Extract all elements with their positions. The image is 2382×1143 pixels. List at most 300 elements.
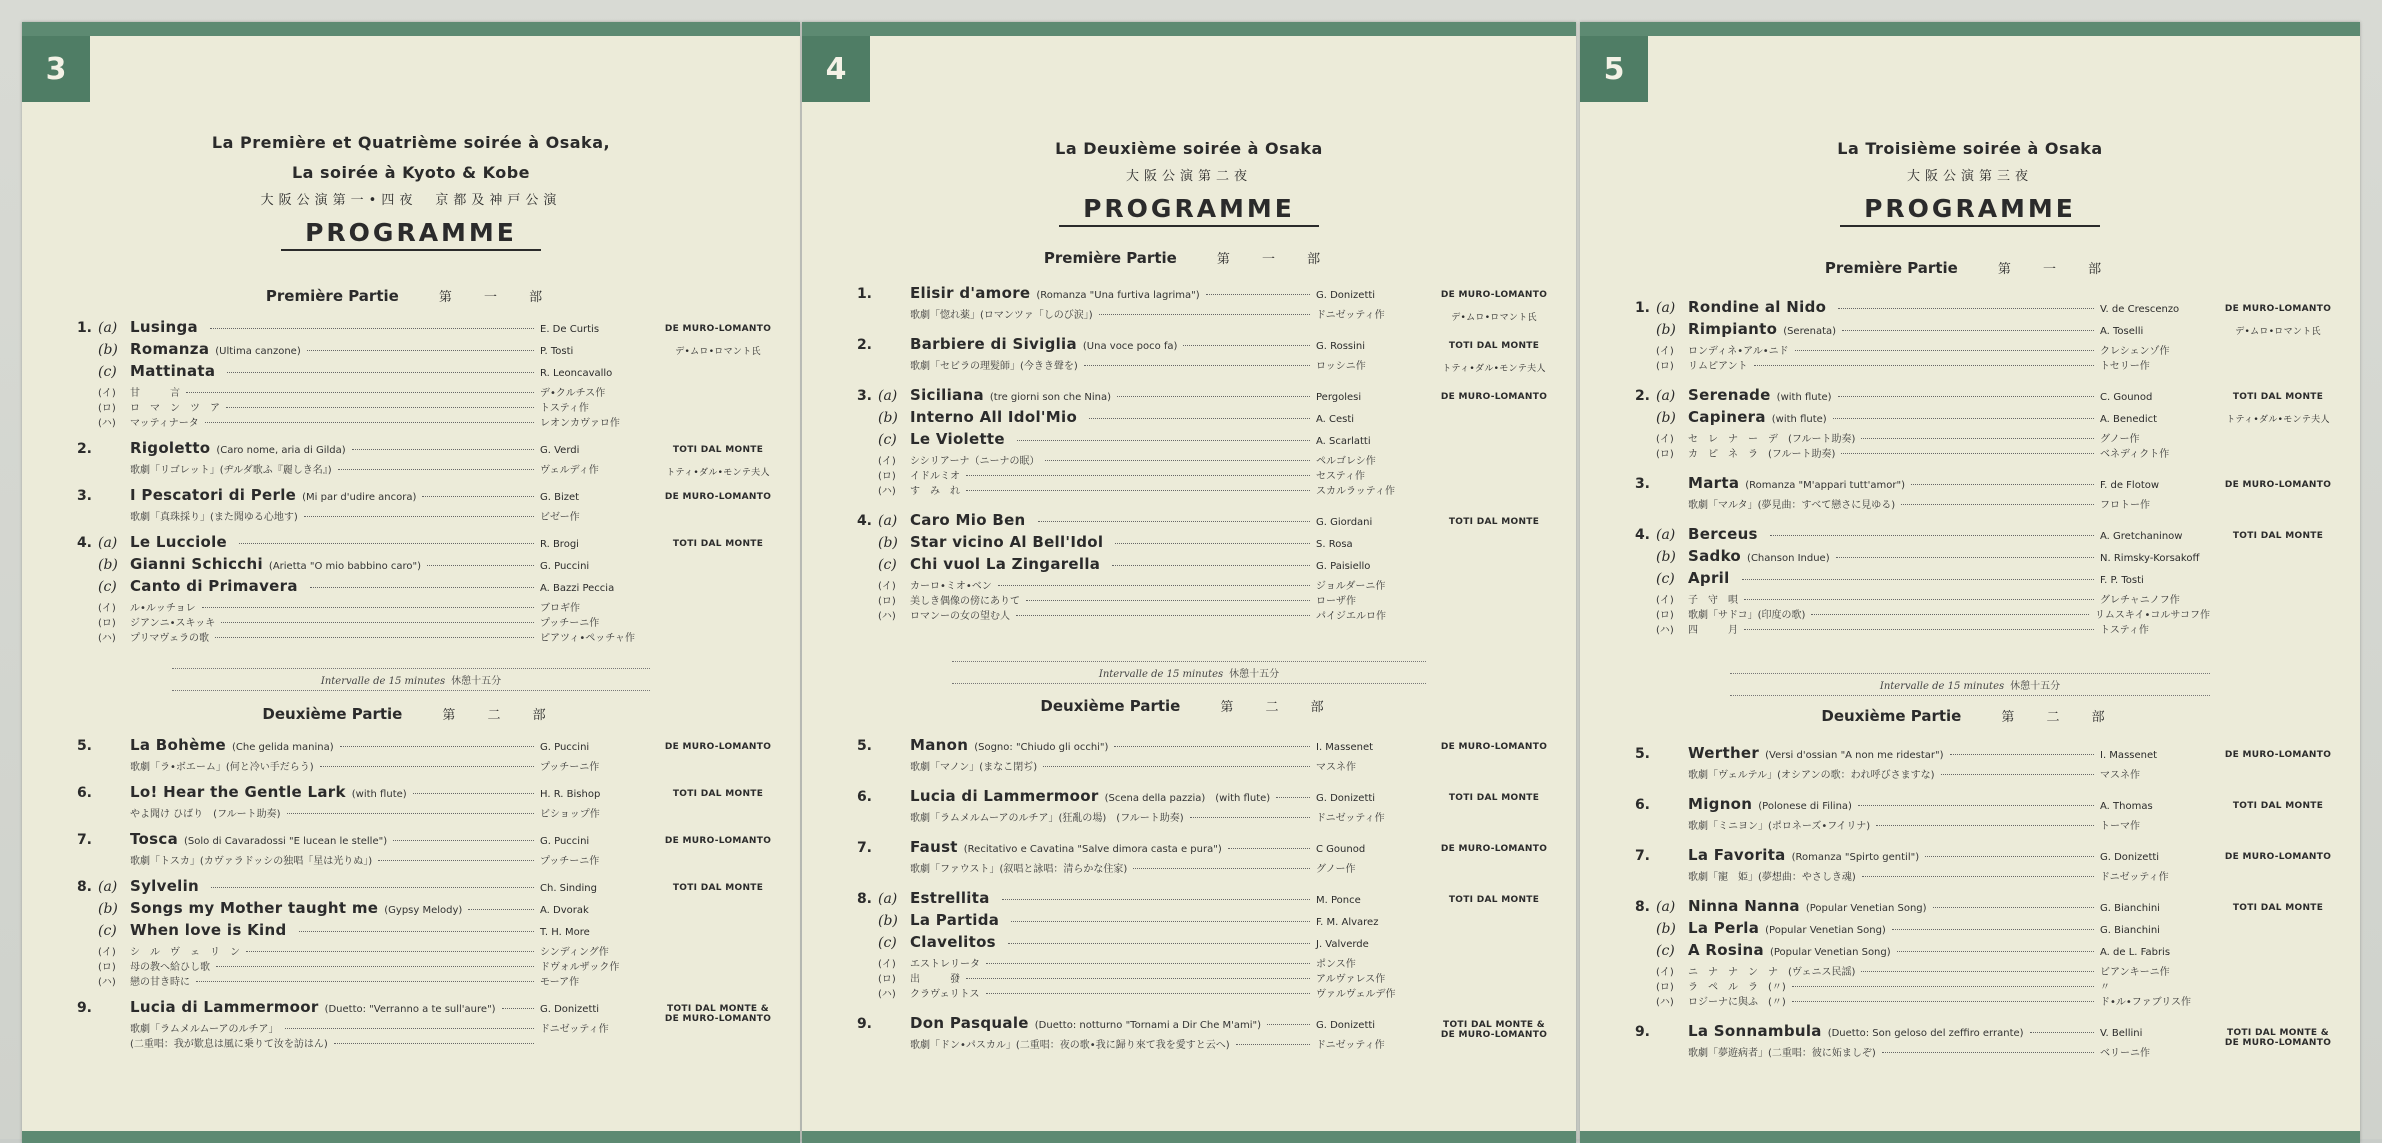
piece-subtitle: (Duetto: Son geloso del zeffiro errante) <box>1827 1028 2024 1039</box>
japanese-title: 子 守 唄 <box>1688 595 1738 606</box>
piece-title: Interno All Idol'Mio <box>910 408 1078 426</box>
piece-letter: (c) <box>878 432 897 448</box>
japanese-row <box>846 860 1550 875</box>
entry-number: 5. <box>1634 746 1650 762</box>
dot-leader <box>998 585 1310 586</box>
piece-title: La Perla <box>1688 919 1760 937</box>
programme-heading: PROGRAMME <box>1840 194 2100 227</box>
dot-leader <box>1882 1052 2094 1053</box>
composer: G. Donizetti <box>2100 852 2160 863</box>
programme-header <box>22 128 800 251</box>
japanese-title: やよ聞け ひばり (フルート助奏) <box>130 809 281 820</box>
piece-letter: (c) <box>878 935 897 951</box>
piece-title: Elisir d'amore <box>910 284 1031 302</box>
programme-entry <box>66 877 774 988</box>
performer: DE MURO-LOMANTO <box>664 492 772 502</box>
composer-jp: ヴァルヴェルデ作 <box>1316 989 1396 1000</box>
entry-number: 3. <box>856 388 872 404</box>
performer: DE MURO-LOMANTO <box>2224 750 2332 760</box>
piece-letter: (a) <box>98 879 118 895</box>
performer: DE MURO-LOMANTO <box>664 836 772 846</box>
performer: DE MURO-LOMANTO <box>2224 304 2332 314</box>
programme-entry <box>846 511 1550 622</box>
composer-jp: トセリー作 <box>2100 361 2150 372</box>
dot-leader <box>307 350 534 351</box>
piece-row <box>1624 919 2334 941</box>
piece-row <box>1624 941 2334 963</box>
composer-jp: ビアンキーニ作 <box>2100 967 2170 978</box>
piece-title: Lucia di Lammermoor <box>910 787 1099 805</box>
composer: V. Bellini <box>2100 1028 2143 1039</box>
part-heading <box>22 704 800 723</box>
japanese-title: リムピアント <box>1688 361 1748 372</box>
japanese-row <box>846 482 1550 497</box>
entry-number: 3. <box>1634 476 1650 492</box>
dot-leader <box>216 966 534 967</box>
composer: P. Tosti <box>540 346 574 357</box>
composer: G. Bizet <box>540 492 580 503</box>
composer-jp: シンディング作 <box>540 947 609 958</box>
part-heading-label: Première Partie <box>1824 259 1958 277</box>
intermission-text-jp: 休憩十五分 <box>451 676 502 687</box>
entry-number: 2. <box>76 441 92 457</box>
piece-title: A Rosina <box>1688 941 1764 959</box>
japanese-title: 歌劇「リゴレット」(ヂルダ歌ふ『麗しき名』) <box>130 465 332 476</box>
composer: G. Paisiello <box>1316 561 1371 572</box>
japanese-title: 歌劇「サドコ」(印度の歌) <box>1688 610 1806 621</box>
japanese-row <box>66 414 774 429</box>
japanese-row <box>1624 868 2334 883</box>
composer: S. Rosa <box>1316 539 1353 550</box>
entry-number: 1. <box>856 286 872 302</box>
japanese-row <box>66 1035 774 1050</box>
composer: F. P. Tosti <box>2100 575 2144 586</box>
performer: TOTI DAL MONTE & DE MURO-LOMANTO <box>664 1004 772 1024</box>
dot-leader <box>1838 396 2094 397</box>
programme-entry <box>846 284 1550 321</box>
soiree-title: La Première et Quatrième soirée à Osaka, <box>211 133 611 152</box>
dot-leader <box>1911 484 2094 485</box>
japanese-title: エストレリータ <box>910 959 980 970</box>
dot-leader <box>1792 1001 2094 1002</box>
japanese-title: 歌劇「マルタ」(夢見曲：すべて戀さに見ゆる) <box>1688 500 1896 511</box>
piece-letter: (b) <box>98 901 118 917</box>
piece-title: La Bohème <box>130 736 226 754</box>
composer: H. R. Bishop <box>540 789 601 800</box>
performer: DE MURO-LOMANTO <box>1440 742 1548 752</box>
dot-leader <box>1836 557 2094 558</box>
piece-row <box>846 555 1550 577</box>
programme-entry <box>66 318 774 429</box>
japanese-title: イドルミオ <box>910 471 960 482</box>
dot-leader <box>1008 943 1310 944</box>
part-heading-label: Deuxième Partie <box>262 705 403 723</box>
dot-leader <box>468 909 534 910</box>
piece-subtitle: (Duetto: "Verranno a te sull'aure") <box>324 1004 496 1015</box>
japanese-row <box>1624 606 2334 621</box>
performer: TOTI DAL MONTE <box>2232 531 2324 541</box>
japanese-title: ロジーナに與ふ (〃) <box>1688 997 1786 1008</box>
composer-jp: グノー作 <box>1316 864 1356 875</box>
piece-letter: (a) <box>1656 388 1676 404</box>
dot-leader <box>1228 848 1310 849</box>
programme-entry <box>66 533 774 644</box>
jp-letter: (ロ) <box>878 974 896 985</box>
piece-title: Don Pasquale <box>910 1014 1029 1032</box>
page-4-panel <box>802 22 1576 1143</box>
piece-subtitle: (Arietta "O mio babbino caro") <box>268 561 422 572</box>
performer: TOTI DAL MONTE <box>672 539 764 549</box>
dot-leader <box>422 496 534 497</box>
composer: A. Thomas <box>2100 801 2153 812</box>
jp-letter: (イ) <box>98 947 116 958</box>
piece-title: Mignon <box>1688 795 1753 813</box>
composer: R. Leoncavallo <box>540 368 613 379</box>
japanese-row <box>66 958 774 973</box>
composer: Pergolesi <box>1316 392 1362 403</box>
entry-number: 7. <box>1634 848 1650 864</box>
composer: A. Toselli <box>2100 326 2144 337</box>
dot-leader <box>1862 876 2094 877</box>
piece-letter: (b) <box>878 913 898 929</box>
intermission-text: Intervalle de 15 minutes <box>320 676 446 687</box>
programme-entry <box>1624 298 2334 372</box>
dot-leader <box>378 860 534 861</box>
japanese-row <box>66 973 774 988</box>
composer: G. Donizetti <box>1316 290 1376 301</box>
programme-entry <box>1624 744 2334 781</box>
entry-number: 1. <box>1634 300 1650 316</box>
composer-jp: ポンス作 <box>1316 959 1356 970</box>
performer-jp: トティ•ダル•モンテ夫人 <box>2226 415 2330 425</box>
programme-entry <box>1624 897 2334 1008</box>
piece-subtitle: (with flute) <box>1776 392 1832 403</box>
dot-leader <box>287 813 534 814</box>
entry-number: 7. <box>76 832 92 848</box>
composer-jp: セスティ作 <box>1316 471 1365 482</box>
composer-jp: 〃 <box>2100 982 2110 993</box>
dot-leader <box>205 422 534 423</box>
composer-jp: トスティ作 <box>2100 625 2149 636</box>
performer-jp: トティ•ダル•モンテ夫人 <box>1442 364 1546 374</box>
composer-jp: ドヴォルザック作 <box>540 962 620 973</box>
jp-letter: (ロ) <box>1656 449 1674 460</box>
dot-leader <box>1099 314 1310 315</box>
piece-letter: (b) <box>98 557 118 573</box>
piece-title: Caro Mio Ben <box>910 511 1026 529</box>
composer-jp: ジョルダーニ作 <box>1316 581 1386 592</box>
dot-leader <box>1190 817 1310 818</box>
piece-title: Werther <box>1688 744 1760 762</box>
japanese-title: ル•ルッチョレ <box>130 603 196 614</box>
japanese-row <box>1624 496 2334 511</box>
composer: G. Puccini <box>540 836 590 847</box>
entry-number: 5. <box>856 738 872 754</box>
piece-row <box>846 408 1550 430</box>
composer: G. Donizetti <box>540 1004 600 1015</box>
japanese-row <box>66 384 774 399</box>
programme-entry <box>846 386 1550 497</box>
dot-leader <box>1267 1024 1310 1025</box>
japanese-row <box>846 467 1550 482</box>
japanese-title: カ ピ ネ ラ (フルート助奏) <box>1688 449 1836 460</box>
japanese-title: ラ ペ ル ラ (〃) <box>1688 982 1786 993</box>
jp-letter: (ハ) <box>98 418 116 429</box>
piece-letter: (a) <box>1656 300 1676 316</box>
programme-entry <box>846 736 1550 773</box>
part-heading-jp: 第 一 部 <box>1216 252 1335 267</box>
japanese-row <box>846 809 1550 824</box>
dot-leader <box>1897 951 2094 952</box>
piece-letter: (b) <box>98 342 118 358</box>
dot-leader <box>1206 294 1310 295</box>
composer: R. Brogi <box>540 539 579 550</box>
piece-subtitle: (with flute) <box>351 789 407 800</box>
dot-leader <box>340 746 534 747</box>
composer: G. Donizetti <box>1316 793 1376 804</box>
piece-title: Romanza <box>130 340 210 358</box>
performer: TOTI DAL MONTE <box>2232 801 2324 811</box>
piece-subtitle: (Una voce poco fa) <box>1082 341 1178 352</box>
programme-entry <box>66 736 774 773</box>
composer-jp: パイジエルロ作 <box>1316 611 1386 622</box>
part-heading-jp: 第 一 部 <box>438 290 557 305</box>
dot-leader <box>1858 805 2094 806</box>
dot-leader <box>1043 766 1310 767</box>
japanese-title: ロマンーの女の望む人 <box>910 611 1010 622</box>
programme-entry <box>846 335 1550 372</box>
performer: TOTI DAL MONTE <box>2232 903 2324 913</box>
japanese-title: (二重唱：我が歎息は風に乗りて汝を訪はん) <box>130 1039 328 1050</box>
piece-row <box>66 577 774 599</box>
piece-letter: (a) <box>878 388 898 404</box>
entry-number: 6. <box>856 789 872 805</box>
page-number: 5 <box>1580 36 1648 102</box>
piece-row <box>846 911 1550 933</box>
dot-leader <box>210 328 534 329</box>
piece-subtitle: (Popular Venetian Song) <box>1765 925 1886 936</box>
jp-letter: (イ) <box>98 388 116 399</box>
performer: DE MURO-LOMANTO <box>2224 480 2332 490</box>
dot-leader <box>1811 614 2088 615</box>
performer: DE MURO-LOMANTO <box>1440 392 1548 402</box>
dot-leader <box>1236 1044 1310 1045</box>
jp-letter: (ハ) <box>98 977 116 988</box>
piece-subtitle: (Che gelida manina) <box>232 742 334 753</box>
dot-leader <box>1842 330 2094 331</box>
piece-title: Berceus <box>1688 525 1758 543</box>
soiree-title: La Deuxième soirée à Osaka <box>1055 139 1323 158</box>
piece-subtitle: (Popular Venetian Song) <box>1805 903 1927 914</box>
composer: V. de Crescenzo <box>2100 304 2180 315</box>
composer-jp: モーア作 <box>540 977 580 988</box>
dot-leader <box>1133 868 1310 869</box>
dot-leader <box>1795 350 2094 351</box>
japanese-row <box>1624 591 2334 606</box>
dot-leader <box>1861 971 2094 972</box>
dot-leader <box>966 475 1310 476</box>
composer: G. Puccini <box>540 561 590 572</box>
piece-letter: (c) <box>1656 943 1675 959</box>
composer: G. Puccini <box>540 742 590 753</box>
soiree-title: La Troisième soirée à Osaka <box>1837 139 2103 158</box>
entry-number: 2. <box>1634 388 1650 404</box>
dot-leader <box>1742 579 2094 580</box>
japanese-title: マッティナータ <box>130 418 199 429</box>
part-heading-jp: 第 二 部 <box>442 708 560 723</box>
jp-letter: (ハ) <box>878 989 896 1000</box>
piece-subtitle: (Solo di Cavaradossi "E lucean le stelle") <box>184 836 388 847</box>
japanese-title: 歌劇「ラムメルムーアのルチア」(狂亂の場) (フルート助奏) <box>910 813 1184 824</box>
entry-number: 6. <box>1634 797 1650 813</box>
piece-title: Barbiere di Siviglia <box>910 335 1077 353</box>
japanese-row <box>846 985 1550 1000</box>
japanese-title: 美しき偶像の傍にありて <box>910 596 1020 607</box>
japanese-row <box>66 508 774 523</box>
piece-title: Star vicino Al Bell'Idol <box>910 533 1104 551</box>
performer-jp: デ•ムロ•ロマント氏 <box>675 347 761 357</box>
piece-subtitle: (Recitativo e Cavatina "Salve dimora casta e pura") <box>963 844 1222 855</box>
dot-leader <box>1792 986 2094 987</box>
composer-jp: グノー作 <box>2100 434 2140 445</box>
jp-letter: (イ) <box>98 603 116 614</box>
dot-leader <box>1011 921 1310 922</box>
piece-title: La Sonnambula <box>1688 1022 1822 1040</box>
intermission-text: Intervalle de 15 minutes <box>1098 669 1224 680</box>
piece-letter: (c) <box>98 579 117 595</box>
composer: A. Scarlatti <box>1316 436 1371 447</box>
composer: C Gounod <box>1316 844 1366 855</box>
performer: TOTI DAL MONTE <box>672 445 764 455</box>
entry-number: 4. <box>76 535 92 551</box>
composer-jp: ベリーニ作 <box>2100 1048 2150 1059</box>
composer-jp: ドニゼッティ作 <box>1316 1040 1385 1051</box>
piece-letter: (b) <box>878 410 898 426</box>
piece-subtitle: (Gypsy Melody) <box>384 905 463 916</box>
japanese-title: 歌劇「ファウスト」(叙唱と詠唱：清らかな住家) <box>910 864 1128 875</box>
performer: TOTI DAL MONTE <box>2232 392 2324 402</box>
dot-leader <box>393 840 534 841</box>
japanese-row <box>1624 621 2334 636</box>
dot-leader <box>1038 521 1310 522</box>
piece-row <box>1624 569 2334 591</box>
dot-leader <box>2030 1032 2094 1033</box>
japanese-row <box>1624 430 2334 445</box>
piece-letter: (c) <box>1656 571 1675 587</box>
japanese-title: ロンディネ•アル•ニド <box>1688 346 1789 357</box>
piece-title: Mattinata <box>130 362 216 380</box>
japanese-title: セ レ ナ ー デ (フルート助奏) <box>1688 434 1856 445</box>
japanese-row <box>1624 817 2334 832</box>
jp-letter: (ロ) <box>878 596 896 607</box>
jp-letter: (ハ) <box>1656 997 1674 1008</box>
part-heading-jp: 第 二 部 <box>2001 710 2119 725</box>
dot-leader <box>1744 599 2094 600</box>
piece-subtitle: (Ultima canzone) <box>215 346 301 357</box>
piece-letter: (b) <box>1656 410 1676 426</box>
piece-title: Rigoletto <box>130 439 211 457</box>
soiree-title-jp: 大阪公演第三夜 <box>1906 169 2033 184</box>
piece-title: When love is Kind <box>130 921 287 939</box>
part-heading <box>1580 706 2360 725</box>
part-heading-jp: 第 一 部 <box>1997 262 2116 277</box>
jp-letter: (イ) <box>878 959 896 970</box>
piece-letter: (c) <box>878 557 897 573</box>
japanese-title: 歌劇「ラ•ボエーム」(何と冷い手だらう) <box>130 762 314 773</box>
dot-leader <box>320 766 534 767</box>
programme-header <box>1580 134 2360 227</box>
composer: A. Benedict <box>2100 414 2158 425</box>
piece-subtitle: (tre giorni son che Nina) <box>989 392 1112 403</box>
dot-leader <box>310 587 534 588</box>
dot-leader <box>966 490 1310 491</box>
piece-title: Lucia di Lammermoor <box>130 998 319 1016</box>
dot-leader <box>352 449 534 450</box>
dot-leader <box>966 978 1310 979</box>
japanese-row <box>66 852 774 867</box>
piece-title: Le Violette <box>910 430 1005 448</box>
japanese-row <box>1624 342 2334 357</box>
composer: N. Rimsky-Korsakoff <box>2100 553 2200 564</box>
performer: DE MURO-LOMANTO <box>664 324 772 334</box>
entry-number: 7. <box>856 840 872 856</box>
piece-subtitle: (Duetto: notturno "Tornami a Dir Che M'ami") <box>1034 1020 1262 1031</box>
intermission-text: Intervalle de 15 minutes <box>1879 681 2005 692</box>
composer-jp: マスネ作 <box>2100 770 2140 781</box>
piece-subtitle: (Serenata) <box>1783 326 1837 337</box>
entry-number: 3. <box>76 488 92 504</box>
composer-jp: プッチーニ作 <box>540 856 600 867</box>
piece-row <box>66 362 774 384</box>
japanese-title: 歌劇「トスカ」(カヴァラドッシの独唱「星は光りぬ」) <box>130 856 373 867</box>
programme-entry <box>1624 474 2334 511</box>
part-heading <box>802 696 1576 715</box>
intermission-note <box>952 661 1426 684</box>
part-heading-label: Deuxième Partie <box>1040 697 1181 715</box>
entry-number: 1. <box>76 320 92 336</box>
entry-number: 4. <box>856 513 872 529</box>
piece-subtitle: (Romanza "Una furtiva lagrima") <box>1036 290 1200 301</box>
composer: G. Rossini <box>1316 341 1366 352</box>
composer: E. De Curtis <box>540 324 600 335</box>
intermission-note <box>172 668 650 691</box>
dot-leader <box>226 407 534 408</box>
programme-entry <box>66 830 774 867</box>
jp-letter: (ロ) <box>98 403 116 414</box>
entry-number: 9. <box>1634 1024 1650 1040</box>
piece-letter: (a) <box>98 320 118 336</box>
composer: J. Valverde <box>1316 939 1369 950</box>
composer-jp: ペルゴレシ作 <box>1316 456 1376 467</box>
jp-letter: (イ) <box>1656 595 1674 606</box>
programme-entry <box>66 783 774 820</box>
performer: TOTI DAL MONTE <box>1448 895 1540 905</box>
composer: G. Donizetti <box>1316 1020 1376 1031</box>
composer: T. H. More <box>540 927 590 938</box>
jp-letter: (ハ) <box>878 486 896 497</box>
jp-letter: (ハ) <box>98 633 116 644</box>
dot-leader <box>413 793 534 794</box>
piece-row <box>1624 547 2334 569</box>
programme-heading-wrap <box>802 190 1576 227</box>
piece-title: Canto di Primavera <box>130 577 298 595</box>
part-heading <box>1580 258 2360 277</box>
japanese-row <box>846 955 1550 970</box>
performer: TOTI DAL MONTE <box>1448 517 1540 527</box>
composer-jp: ドニゼッティ作 <box>540 1024 609 1035</box>
jp-letter: (ロ) <box>1656 361 1674 372</box>
page-number: 4 <box>802 36 870 102</box>
